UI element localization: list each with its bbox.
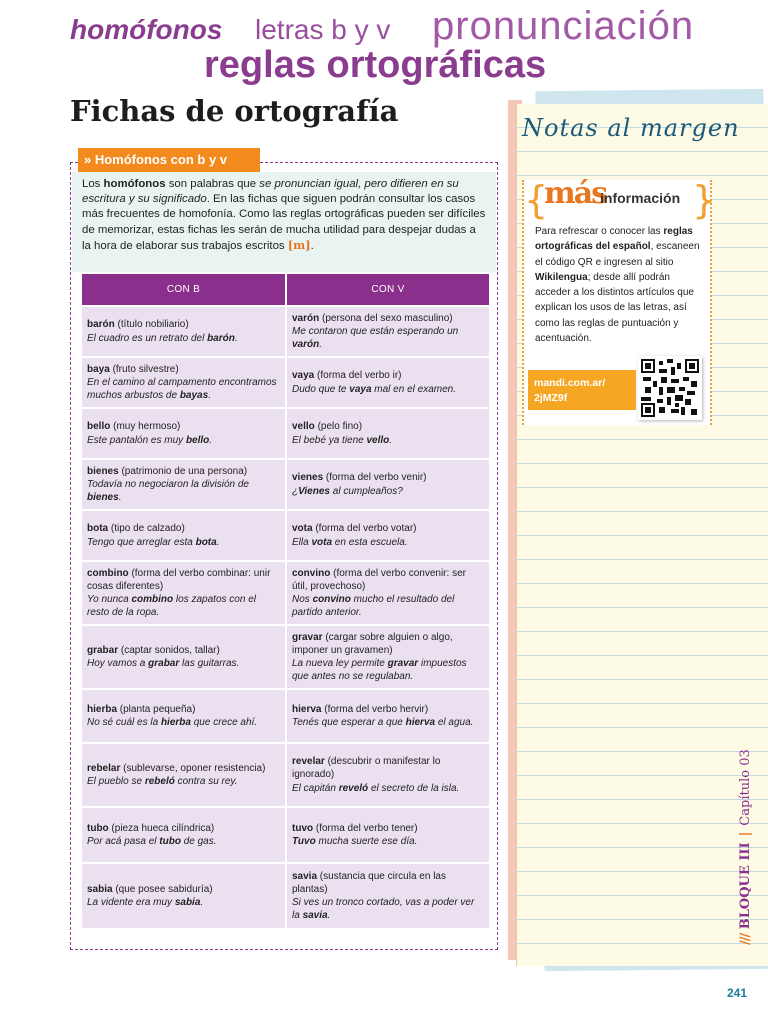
headword: baya [87, 363, 110, 375]
example-sentence: Nos convino mucho el resultado del partido anterior. [292, 594, 455, 619]
example-sentence: ¿Vienes al cumpleaños? [292, 485, 403, 497]
brace-left-icon: { [524, 178, 549, 222]
word-definition [292, 567, 484, 593]
word-definition [87, 703, 280, 716]
header-word-reglas: reglas ortográficas [204, 44, 547, 86]
definition: (muy hermoso) [110, 421, 181, 433]
table-cell-b [82, 626, 285, 688]
example-sentence: La nueva ley permite gravar impuestos que antes no se regulaban. [292, 658, 467, 683]
definition: (forma del verbo convenir: ser útil, provechoso) [292, 567, 466, 592]
example-sentence: Tenés que esperar a que hierva el agua. [292, 717, 474, 728]
headword: tuvo [292, 822, 314, 834]
headword: convino [292, 567, 331, 579]
headword: hierva [292, 703, 322, 715]
headword: revelar [292, 756, 325, 768]
brace-right-icon: } [692, 178, 717, 222]
mas-logo: más [544, 176, 607, 211]
table-cell-b [82, 511, 285, 560]
column-header-b: CON B [82, 274, 285, 305]
word-definition [87, 762, 280, 775]
definition: (que posee sabiduría) [112, 883, 213, 895]
table-cell-v [287, 808, 489, 862]
example-sentence: Hoy vamos a grabar las guitarras. [87, 658, 240, 669]
headword: bota [87, 523, 109, 535]
word-definition [87, 567, 280, 593]
example-sentence: Si ves un tronco cortado, vas a poder ver la savia. [292, 897, 475, 922]
definition: (tipo de calzado) [108, 523, 185, 535]
headword: vello [292, 421, 315, 433]
table-cell-v [287, 409, 489, 458]
definition: (planta pequeña) [117, 703, 196, 715]
example-sentence: Este pantalón es muy bello. [87, 434, 213, 446]
definition: (patrimonio de una persona) [118, 465, 248, 477]
table-cell-b [82, 808, 285, 862]
headword: rebelar [87, 762, 121, 774]
word-definition [292, 312, 484, 325]
table-cell-b [82, 690, 285, 742]
example-sentence: En el camino al campamento encontramos muchos arbustos de bayas. [87, 376, 277, 402]
definition: (fruto silvestre) [109, 363, 179, 375]
table-cell-v [287, 460, 489, 509]
example-sentence: Dudo que te vaya mal en el examen. [292, 383, 457, 395]
word-definition [87, 363, 280, 376]
word-definition [87, 318, 280, 331]
example-sentence: Por acá pasa el tubo de gas. [87, 836, 217, 847]
definition: (pelo fino) [314, 421, 363, 433]
table-cell-v [287, 626, 489, 688]
example-sentence: Tengo que arreglar esta bota. [87, 536, 220, 548]
word-definition [87, 465, 280, 478]
word-definition [87, 822, 280, 835]
example-sentence: Me contaron que están esperando un varón. [292, 325, 459, 351]
table-cell-b [82, 744, 285, 806]
word-definition [292, 471, 484, 484]
example-sentence: No sé cuál es la hierba que crece ahí. [87, 717, 258, 728]
headword: vota [292, 523, 313, 535]
definition: (pieza hueca cilíndrica) [108, 822, 215, 834]
definition: (sustancia que circula en las plantas) [292, 870, 446, 895]
word-definition [292, 420, 484, 433]
table-cell-b [82, 307, 285, 356]
table-cell-b [82, 562, 285, 624]
table-cell-v [287, 511, 489, 560]
header-word-pronunciacion: pronunciación [432, 4, 695, 48]
marker-icon: [m] [287, 237, 311, 252]
info-link[interactable]: mandi.com.ar/ 2jMZ9f [528, 370, 636, 410]
header-word-letras: letras b y v [255, 14, 391, 45]
definition: (cargar sobre alguien o algo, imponer un gravamen) [292, 631, 453, 656]
table-cell-v [287, 307, 489, 356]
headword: tubo [87, 822, 109, 834]
word-definition [292, 822, 484, 835]
definition: (captar sonidos, tallar) [118, 644, 220, 656]
example-sentence: Todavía no negociaron la división de bienes. [87, 478, 249, 504]
headword: varón [292, 312, 320, 324]
table-cell-v [287, 562, 489, 624]
example-sentence: El bebé ya tiene vello. [292, 434, 393, 446]
example-sentence: Tuvo mucha suerte ese día. [292, 836, 418, 847]
table-cell-v [287, 690, 489, 742]
table-cell-b [82, 460, 285, 509]
word-definition [292, 870, 484, 896]
page-title: Fichas de ortografía [70, 94, 399, 128]
definition: (forma del verbo tener) [313, 822, 418, 834]
table-cell-v [287, 864, 489, 928]
page-number: 241 [727, 986, 748, 1000]
header-word-homofonos: homófonos [70, 14, 223, 45]
definition: (descubrir o manifestar lo ignorado) [292, 756, 441, 781]
example-sentence: El pueblo se rebeló contra su rey. [87, 776, 238, 787]
definition: (sublevarse, oponer resistencia) [120, 762, 266, 774]
qr-code-graphic [641, 359, 699, 417]
intro-paragraph: Los homófonos son palabras que se pronuncian igual, pero difieren en su escritura y su significado. En las fichas que siguen podrán consultar los casos más frecuentes de homofonía. Como las reglas ortográficas pueden ser difíciles de memorizar, estas fichas les serán de mucha utilidad para despejar dudas a la hora de elaborar sus trabajos escritos [m]. [82, 178, 486, 252]
word-definition [87, 883, 280, 896]
headword: barón [87, 319, 115, 331]
headword: sabia [87, 883, 113, 895]
definition: (forma del verbo hervir) [321, 703, 429, 715]
word-definition [292, 369, 484, 382]
example-sentence: La vidente era muy sabia. [87, 897, 204, 908]
definition: (forma del verbo ir) [314, 370, 402, 382]
headword: combino [87, 567, 129, 579]
word-definition [292, 703, 484, 716]
example-sentence: El capitán reveló el secreto de la isla. [292, 782, 460, 794]
word-definition [87, 420, 280, 433]
definition: (forma del verbo combinar: unir cosas diferentes) [87, 567, 271, 592]
word-definition [292, 631, 484, 657]
example-sentence: Ella vota en esta escuela. [292, 536, 408, 548]
notes-title: Notas al margen [522, 114, 740, 142]
chapter-caption: /// BLOQUE III|Capítulo 03 [738, 749, 753, 945]
word-definition [292, 522, 484, 535]
word-definition [292, 755, 484, 781]
info-text: Para refrescar o conocer las reglas ortográficas del español, escaneen el código QR e ingresen al sitio Wikilengua; desde allí podrán acceder a los distintos artículos que explican los usos de las letras, así como las reglas de puntuación y acentuación. [535, 226, 700, 345]
headword: gravar [292, 631, 323, 643]
table-cell-b [82, 358, 285, 407]
definition: (forma del verbo venir) [323, 472, 427, 484]
column-header-v: CON V [287, 274, 489, 305]
word-definition [87, 644, 280, 657]
headword: bello [87, 421, 111, 433]
word-definition [87, 522, 280, 535]
definition: (título nobiliario) [114, 319, 189, 331]
headword: vienes [292, 472, 324, 484]
table-cell-b [82, 409, 285, 458]
headword: savia [292, 870, 318, 882]
card-tab-label: » Homófonos con b y v [78, 148, 260, 172]
table-cell-v [287, 744, 489, 806]
definition: (forma del verbo votar) [312, 523, 417, 535]
info-label: información [600, 190, 681, 206]
qr-code-icon[interactable] [638, 356, 702, 420]
example-sentence: El cuadro es un retrato del barón. [87, 332, 238, 344]
headword: bienes [87, 465, 119, 477]
headword: grabar [87, 644, 119, 656]
definition: (persona del sexo masculino) [319, 312, 453, 324]
headword: hierba [87, 703, 118, 715]
example-sentence: Yo nunca combino los zapatos con el resto de la ropa. [87, 594, 256, 619]
table-cell-v [287, 358, 489, 407]
table-cell-b [82, 864, 285, 928]
headword: vaya [292, 370, 315, 382]
